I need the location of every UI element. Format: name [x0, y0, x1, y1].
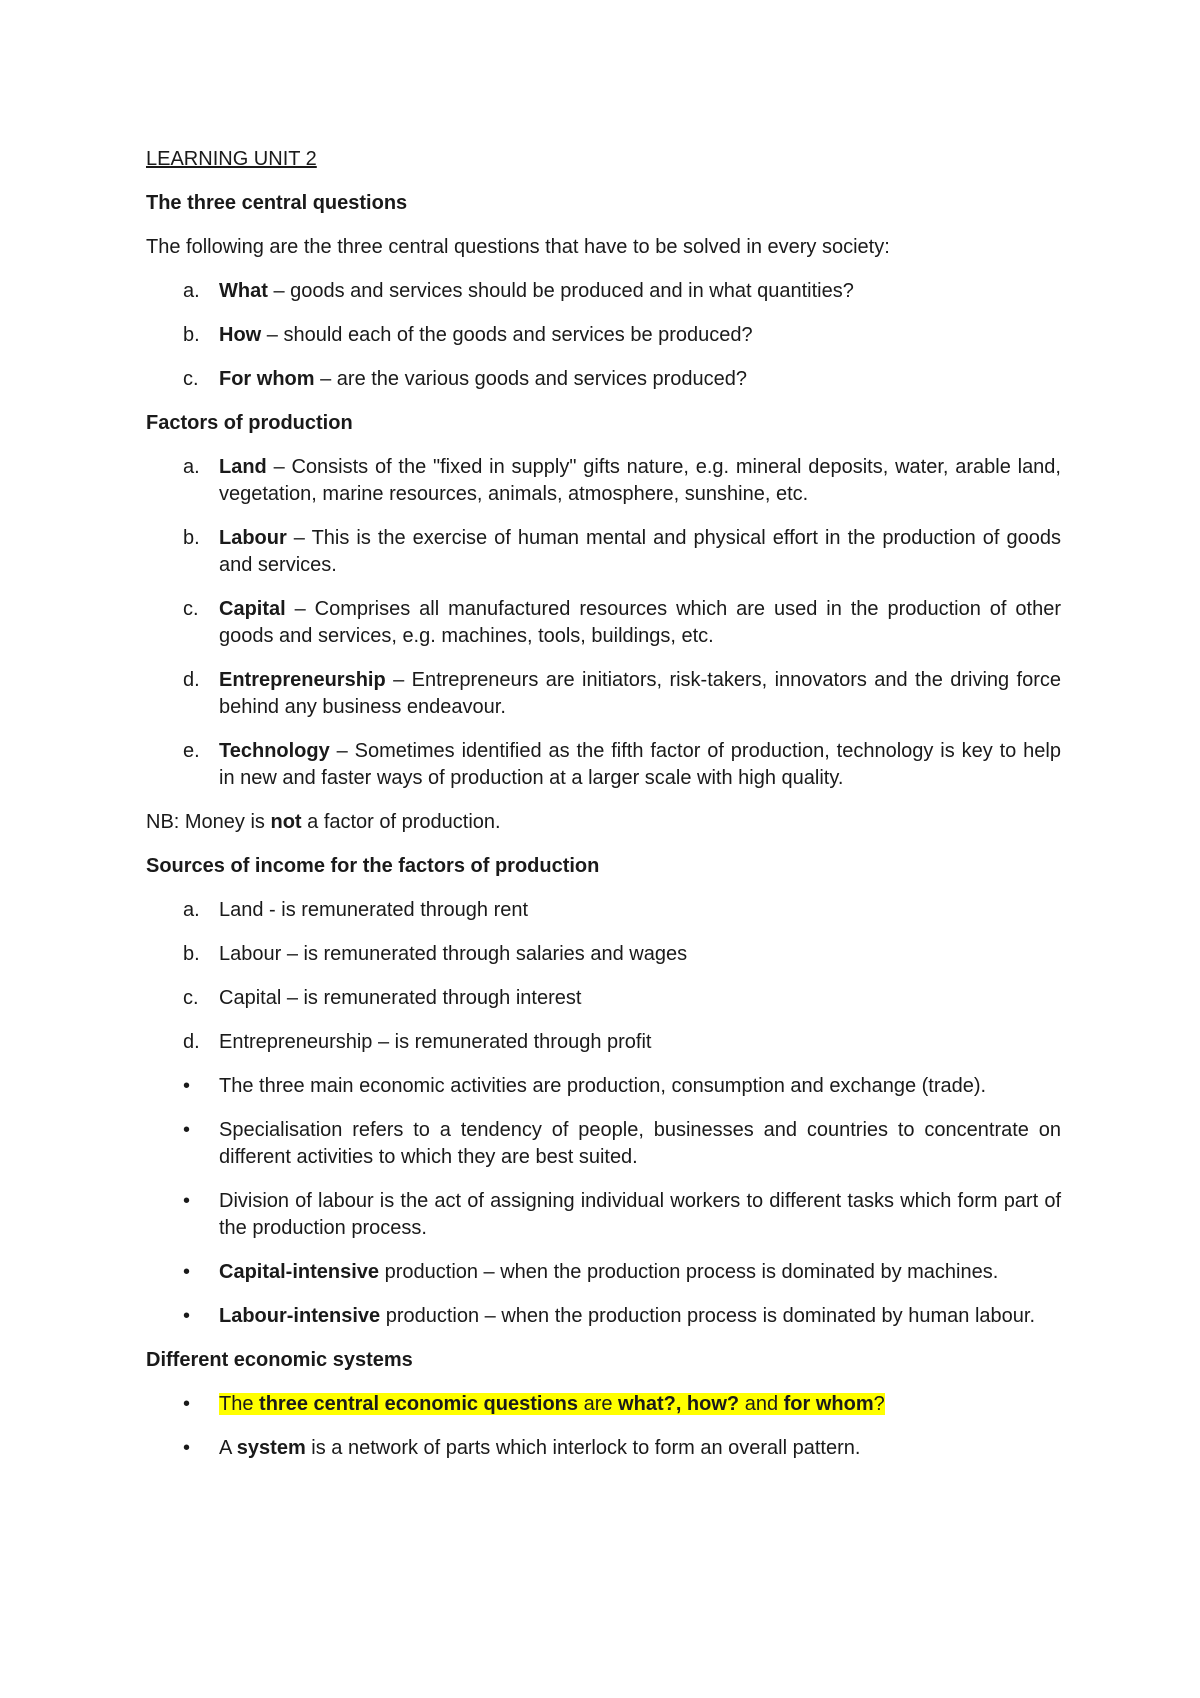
item-text: Entrepreneurship – is remunerated through profit [219, 1031, 652, 1053]
term: Capital [219, 598, 286, 620]
bullet-item [146, 1117, 1061, 1171]
item-text: Labour – is remunerated through salaries and wages [219, 943, 688, 965]
highlighted-text: The three central economic questions are what?, how? and for whom? [219, 1393, 885, 1415]
term: For whom [219, 368, 315, 390]
bullet-icon: • [183, 1075, 191, 1097]
term: Capital-intensive [219, 1261, 380, 1283]
heading-sources-of-income: Sources of income for the factors of production [146, 855, 600, 877]
list-marker: c. [183, 987, 199, 1009]
list-marker: a. [183, 456, 200, 478]
bullet-item [146, 1259, 1061, 1286]
list-marker: a. [183, 899, 200, 921]
item-text: – This is the exercise of human mental and physical effort in the production of goods and services. [219, 527, 1061, 576]
list-item [146, 738, 1061, 792]
term: Labour-intensive [219, 1305, 381, 1327]
list-marker: d. [183, 1031, 200, 1053]
list-item [146, 366, 1061, 393]
item-text: Division of labour is the act of assigning individual workers to different tasks which form part of the production process. [219, 1190, 1061, 1239]
item-text: Land - is remunerated through rent [219, 899, 529, 921]
list-marker: b. [183, 324, 200, 346]
heading-central-questions: The three central questions [146, 192, 408, 214]
document-title: LEARNING UNIT 2 [146, 148, 317, 170]
bullet-item-highlighted [146, 1391, 1061, 1418]
bullet-item [146, 1303, 1061, 1330]
economic-systems-list [146, 1391, 1061, 1462]
bullet-icon: • [183, 1393, 191, 1415]
central-questions-list [146, 278, 1061, 393]
bullet-item [146, 1188, 1061, 1242]
item-text: Specialisation refers to a tendency of people, businesses and countries to concentrate on different activities to which they are best suited. [219, 1119, 1061, 1168]
term: Labour [219, 527, 287, 549]
term: Land [219, 456, 267, 478]
list-item [146, 1029, 1061, 1056]
item-text: The three main economic activities are production, consumption and exchange (trade). [219, 1075, 987, 1097]
list-marker: c. [183, 368, 199, 390]
list-marker: b. [183, 527, 200, 549]
item-text: Capital – is remunerated through interest [219, 987, 582, 1009]
list-marker: a. [183, 280, 200, 302]
bullet-icon: • [183, 1190, 191, 1212]
list-marker: b. [183, 943, 200, 965]
item-text: – are the various goods and services produced? [314, 368, 748, 390]
list-item [146, 278, 1061, 305]
list-item [146, 322, 1061, 349]
nb-note: NB: Money is not a factor of production. [146, 811, 501, 833]
bullet-icon: • [183, 1119, 191, 1141]
term: What [219, 280, 268, 302]
term: Entrepreneurship [219, 669, 386, 691]
list-marker: d. [183, 669, 200, 691]
bullet-icon: • [183, 1305, 191, 1327]
central-questions-intro: The following are the three central questions that have to be solved in every society: [146, 236, 890, 258]
document-content [146, 146, 1061, 1479]
item-text: – Comprises all manufactured resources which are used in the production of other goods and services, e.g. machines, tools, buildings, etc. [219, 598, 1061, 647]
list-item [146, 941, 1061, 968]
item-text: – should each of the goods and services be produced? [261, 324, 753, 346]
bullet-icon: • [183, 1261, 191, 1283]
list-marker: e. [183, 740, 200, 762]
income-sources-list [146, 897, 1061, 1330]
item-text: production – when the production process is dominated by human labour. [380, 1305, 1035, 1327]
bullet-item: • A system is a network of parts which interlock to form an overall pattern. [146, 1435, 1061, 1462]
list-item [146, 596, 1061, 650]
list-marker: c. [183, 598, 199, 620]
item-text: – Consists of the "fixed in supply" gifts nature, e.g. mineral deposits, water, arable land, vegetation, marine resources, animals, atmosphere, sunshine, etc. [219, 456, 1061, 505]
bullet-icon: • [183, 1437, 191, 1459]
bullet-item [146, 1073, 1061, 1100]
heading-economic-systems: Different economic systems [146, 1349, 413, 1371]
term: How [219, 324, 262, 346]
term: Technology [219, 740, 330, 762]
item-text: production – when the production process is dominated by machines. [379, 1261, 999, 1283]
heading-factors-of-production: Factors of production [146, 412, 353, 434]
factors-list [146, 454, 1061, 792]
list-item [146, 454, 1061, 508]
list-item [146, 525, 1061, 579]
item-text: – Sometimes identified as the fifth factor of production, technology is key to help in new and faster ways of production at a larger scale with high quality. [219, 740, 1061, 789]
list-item [146, 667, 1061, 721]
list-item [146, 985, 1061, 1012]
list-item [146, 897, 1061, 924]
item-text: – goods and services should be produced and in what quantities? [267, 280, 854, 302]
item-text: – Entrepreneurs are initiators, risk-takers, innovators and the driving force behind any business endeavour. [219, 669, 1061, 718]
